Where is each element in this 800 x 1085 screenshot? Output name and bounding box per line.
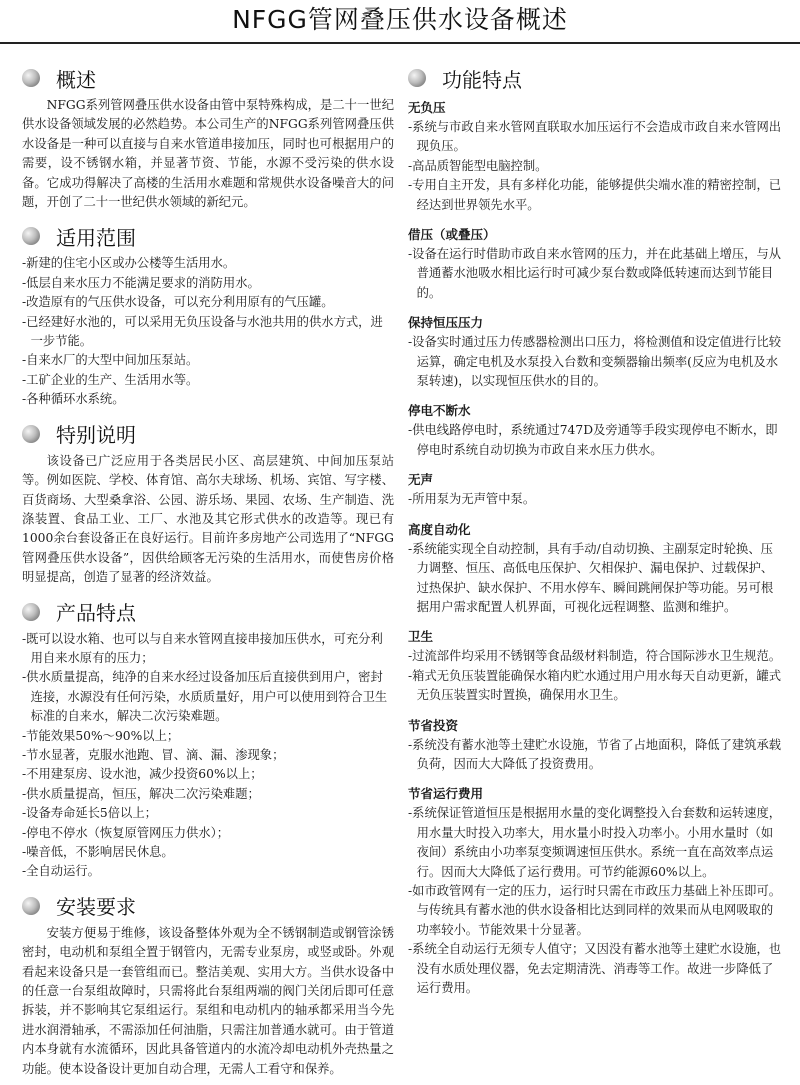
list-item: -自来水厂的大型中间加压泵站。 — [22, 353, 199, 368]
sphere-bullet-icon — [22, 603, 40, 621]
left-column — [22, 60, 394, 1085]
feature-list — [408, 421, 784, 460]
list-item: -过流部件均采用不锈钢等食品级材料制造，符合国际涉水卫生规范。 — [408, 649, 782, 664]
feature-title: 借压（或叠压） — [408, 227, 496, 243]
feature-title: 节省投资 — [408, 717, 459, 733]
scope-section — [22, 218, 394, 409]
notes-section — [22, 416, 394, 588]
feature-constant-pressure — [408, 313, 784, 391]
features-heading: 功能特点 — [442, 67, 522, 92]
list-item: -系统与市政自来水管网直联取水加压运行不会造成市政自来水管网出现负压。 — [408, 120, 782, 154]
feature-silent — [408, 470, 784, 509]
list-item: -设备寿命延长5倍以上； — [22, 806, 157, 821]
sphere-bullet-icon — [22, 897, 40, 915]
feature-title: 停电不断水 — [408, 403, 471, 419]
feature-operating-savings — [408, 784, 784, 998]
list-item: -已经建好水池的，可以采用无负压设备与水池共用的供水方式，进一步节能。 — [22, 314, 383, 349]
sphere-bullet-icon — [408, 69, 426, 87]
feature-title: 卫生 — [408, 629, 434, 645]
list-item: -供水质量提高，恒压，解决二次污染难题； — [22, 786, 260, 801]
scope-header — [22, 218, 394, 254]
list-item: -新建的住宅小区或办公楼等生活用水。 — [22, 256, 236, 271]
feature-title: 无负压 — [408, 100, 446, 115]
list-item: -节能效果50%～90%以上； — [22, 728, 180, 743]
list-item: -系统没有蓄水池等土建贮水设施，节省了占地面积，降低了建筑承载负荷，因而大大降低了投资费用。 — [408, 737, 782, 771]
scope-list — [22, 254, 394, 409]
list-item: -工矿企业的生产、生活用水等。 — [22, 372, 199, 387]
product-list — [22, 630, 394, 882]
list-item: -节水显著，克服水池跑、冒、滴、漏、渗现象； — [22, 747, 285, 762]
list-item: -设备在运行时借助市政自来水管网的压力，并在此基础上增压，与从普通蓄水池吸水相比运行时可减少泵台数或降低转速而达到节能目的。 — [408, 247, 782, 300]
page-title: NFGG管网叠压供水设备概述 — [0, 0, 800, 44]
product-heading: 产品特点 — [56, 601, 136, 626]
overview-paragraph: NFGG系列管网叠压供水设备由管中泵特殊构成，是二十一世纪供水设备领域发展的必然趋势。本公司生产的NFGG系列管网叠压供水设备是一种可以直接与自来水管道串接加压，同时也可根据用户的需要，设不锈钢水箱，并显著节资、节能，水源不受污染的供水设备。它成功得解决了高楼的生活用水难题和常规供水设备噪音大的问题，开创了二十一世纪供水领域的新纪元。 — [22, 98, 394, 210]
list-item: -系统全自动运行无须专人值守；又因没有蓄水池等土建贮水设施，也没有水质处理仪器，免去定期清洗、消毒等工作。故进一步降低了运行费用。 — [408, 942, 782, 995]
feature-title: 高度自动化 — [408, 521, 471, 537]
install-paragraph: 安装方便易于维修，该设备整体外观为全不锈钢制造或钢管涂锈密封，电动机和泵组全置于钢管内，无需专业泵房，或竖或卧。外观看起来设备只是一套管组而已。整洁美观、实用大方。当供水设备中的任意一台泵组故障时，只需将此台泵组两端的阀门关闭后即可任意拆装，并不影响其它泵组运行。泵组和电动机内的轴承都采用当今先进水润滑轴承，不需添加任何油脂，只需注加普通水就可。由于管道内本身就有水流循环，因此具备管道内的水流冷却电动机外壳热量之功能。使本设备设计更加自动合理，无需人工看守和保养。 — [22, 925, 394, 1076]
feature-list — [408, 333, 784, 391]
list-item: -既可以设水箱、也可以与自来水管网直接串接加压供水，可充分利用自来水原有的压力； — [22, 631, 383, 665]
list-item: -高品质智能型电脑控制。 — [408, 158, 548, 173]
overview-heading: 概述 — [56, 67, 96, 92]
feature-list — [408, 804, 784, 998]
notes-header — [22, 416, 394, 452]
list-item: -低层自来水压力不能满足要求的消防用水。 — [22, 275, 260, 290]
feature-list — [408, 118, 784, 215]
list-item: -各种循环水系统。 — [22, 392, 125, 407]
install-header — [22, 888, 394, 924]
overview-header — [22, 60, 394, 96]
feature-list — [408, 647, 784, 705]
feature-title: 保持恒压压力 — [408, 315, 484, 331]
sphere-bullet-icon — [22, 227, 40, 245]
list-item: -所用泵为无声管中泵。 — [408, 492, 536, 507]
feature-hygiene — [408, 627, 784, 705]
list-item: -供电线路停电时，系统通过747D及旁通等手段实现停电不断水，即停电时系统自动切换为市政自来水压力供水。 — [408, 423, 778, 457]
list-item: -系统能实现全自动控制，具有手动/自动切换、主副泵定时轮换、压力调整、恒压、高低电压保护、欠相保护、漏电保护、过载保护、过热保护、缺水保护、不用水停车、瞬间跳闸保护等功能。另可根据用户需求配置人机界面，可视化远程调整、监测和维护。 — [408, 541, 774, 614]
features-header — [408, 60, 784, 96]
feature-borrowed-pressure — [408, 225, 784, 303]
feature-list — [408, 736, 784, 775]
feature-list — [408, 245, 784, 303]
feature-list — [408, 540, 784, 618]
overview-section — [22, 60, 394, 212]
feature-title: 节省运行费用 — [408, 786, 484, 802]
product-header — [22, 594, 394, 630]
feature-investment-savings — [408, 716, 784, 775]
feature-automation — [408, 520, 784, 618]
install-section — [22, 888, 394, 1079]
list-item: -专用自主开发，具有多样化功能，能够提供尖端水准的精密控制，已经达到世界领先水平。 — [408, 178, 782, 212]
right-column — [408, 60, 784, 1008]
notes-paragraph: 该设备已广泛应用于各类居民小区、高层建筑、中间加压泵站等。例如医院、学校、体育馆、高尔夫球场、机场、宾馆、写字楼、百货商场、大型桑拿浴、公园、游乐场、果园、农场、生产制造、洗涤装置、食品工业、工厂、水池及其它形式供水的改造等。现已有1000余台套设备正在良好运行。目前许多房地产公司选用了“NFGG管网叠压供水设备”，因供给顾客无污染的生活用水，而使售房价格明显提高，创造了显著的经济效益。 — [22, 453, 394, 585]
list-item: -设备实时通过压力传感器检测出口压力，将检测值和设定值进行比较运算，确定电机及水泵投入台数和变频器输出频率(反应为电机及水泵转速)，以实现恒压供水的目的。 — [408, 335, 782, 389]
product-section — [22, 594, 394, 882]
list-item: -全自动运行。 — [22, 864, 100, 879]
notes-heading: 特别说明 — [56, 423, 136, 448]
list-item: -系统保证管道恒压是根据用水量的变化调整投入台套数和运转速度，用水量大时投入功率大，用水量小时投入功率小。小用水量时（如夜间）系统由小功率泵变频调速恒压供水。系统一直在高效率点运行。因而大大降低了运行费用。可节约能源60%以上。 — [408, 806, 782, 879]
feature-power-outage — [408, 401, 784, 460]
list-item: -不用建泵房、设水池，减少投资60%以上； — [22, 767, 263, 782]
sphere-bullet-icon — [22, 425, 40, 443]
feature-title: 无声 — [408, 472, 434, 488]
list-item: -如市政管网有一定的压力，运行时只需在市政压力基础上补压即可。与传统具有蓄水池的供水设备相比达到同样的效果而从电网吸取的功率较小。节能效果十分显著。 — [408, 883, 782, 937]
list-item: -停电不停水（恢复原管网压力供水）； — [22, 825, 230, 840]
list-item: -箱式无负压装置能确保水箱内贮水通过用户用水每天自动更新，罐式无负压装置实时置换，确保用水卫生。 — [408, 668, 782, 703]
scope-heading: 适用范围 — [56, 225, 136, 250]
sphere-bullet-icon — [22, 69, 40, 87]
list-item: -改造原有的气压供水设备，可以充分利用原有的气压罐。 — [22, 295, 334, 310]
list-item: -噪音低，不影响居民休息。 — [22, 845, 174, 859]
list-item: -供水质量提高，纯净的自来水经过设备加压后直接供到用户，密封连接，水源没有任何污染，水质质量好，用户可以使用到符合卫生标准的自来水，解决二次污染难题。 — [22, 670, 388, 724]
feature-list — [408, 490, 784, 509]
feature-no-negative-pressure — [408, 98, 784, 215]
install-heading: 安装要求 — [56, 895, 136, 920]
